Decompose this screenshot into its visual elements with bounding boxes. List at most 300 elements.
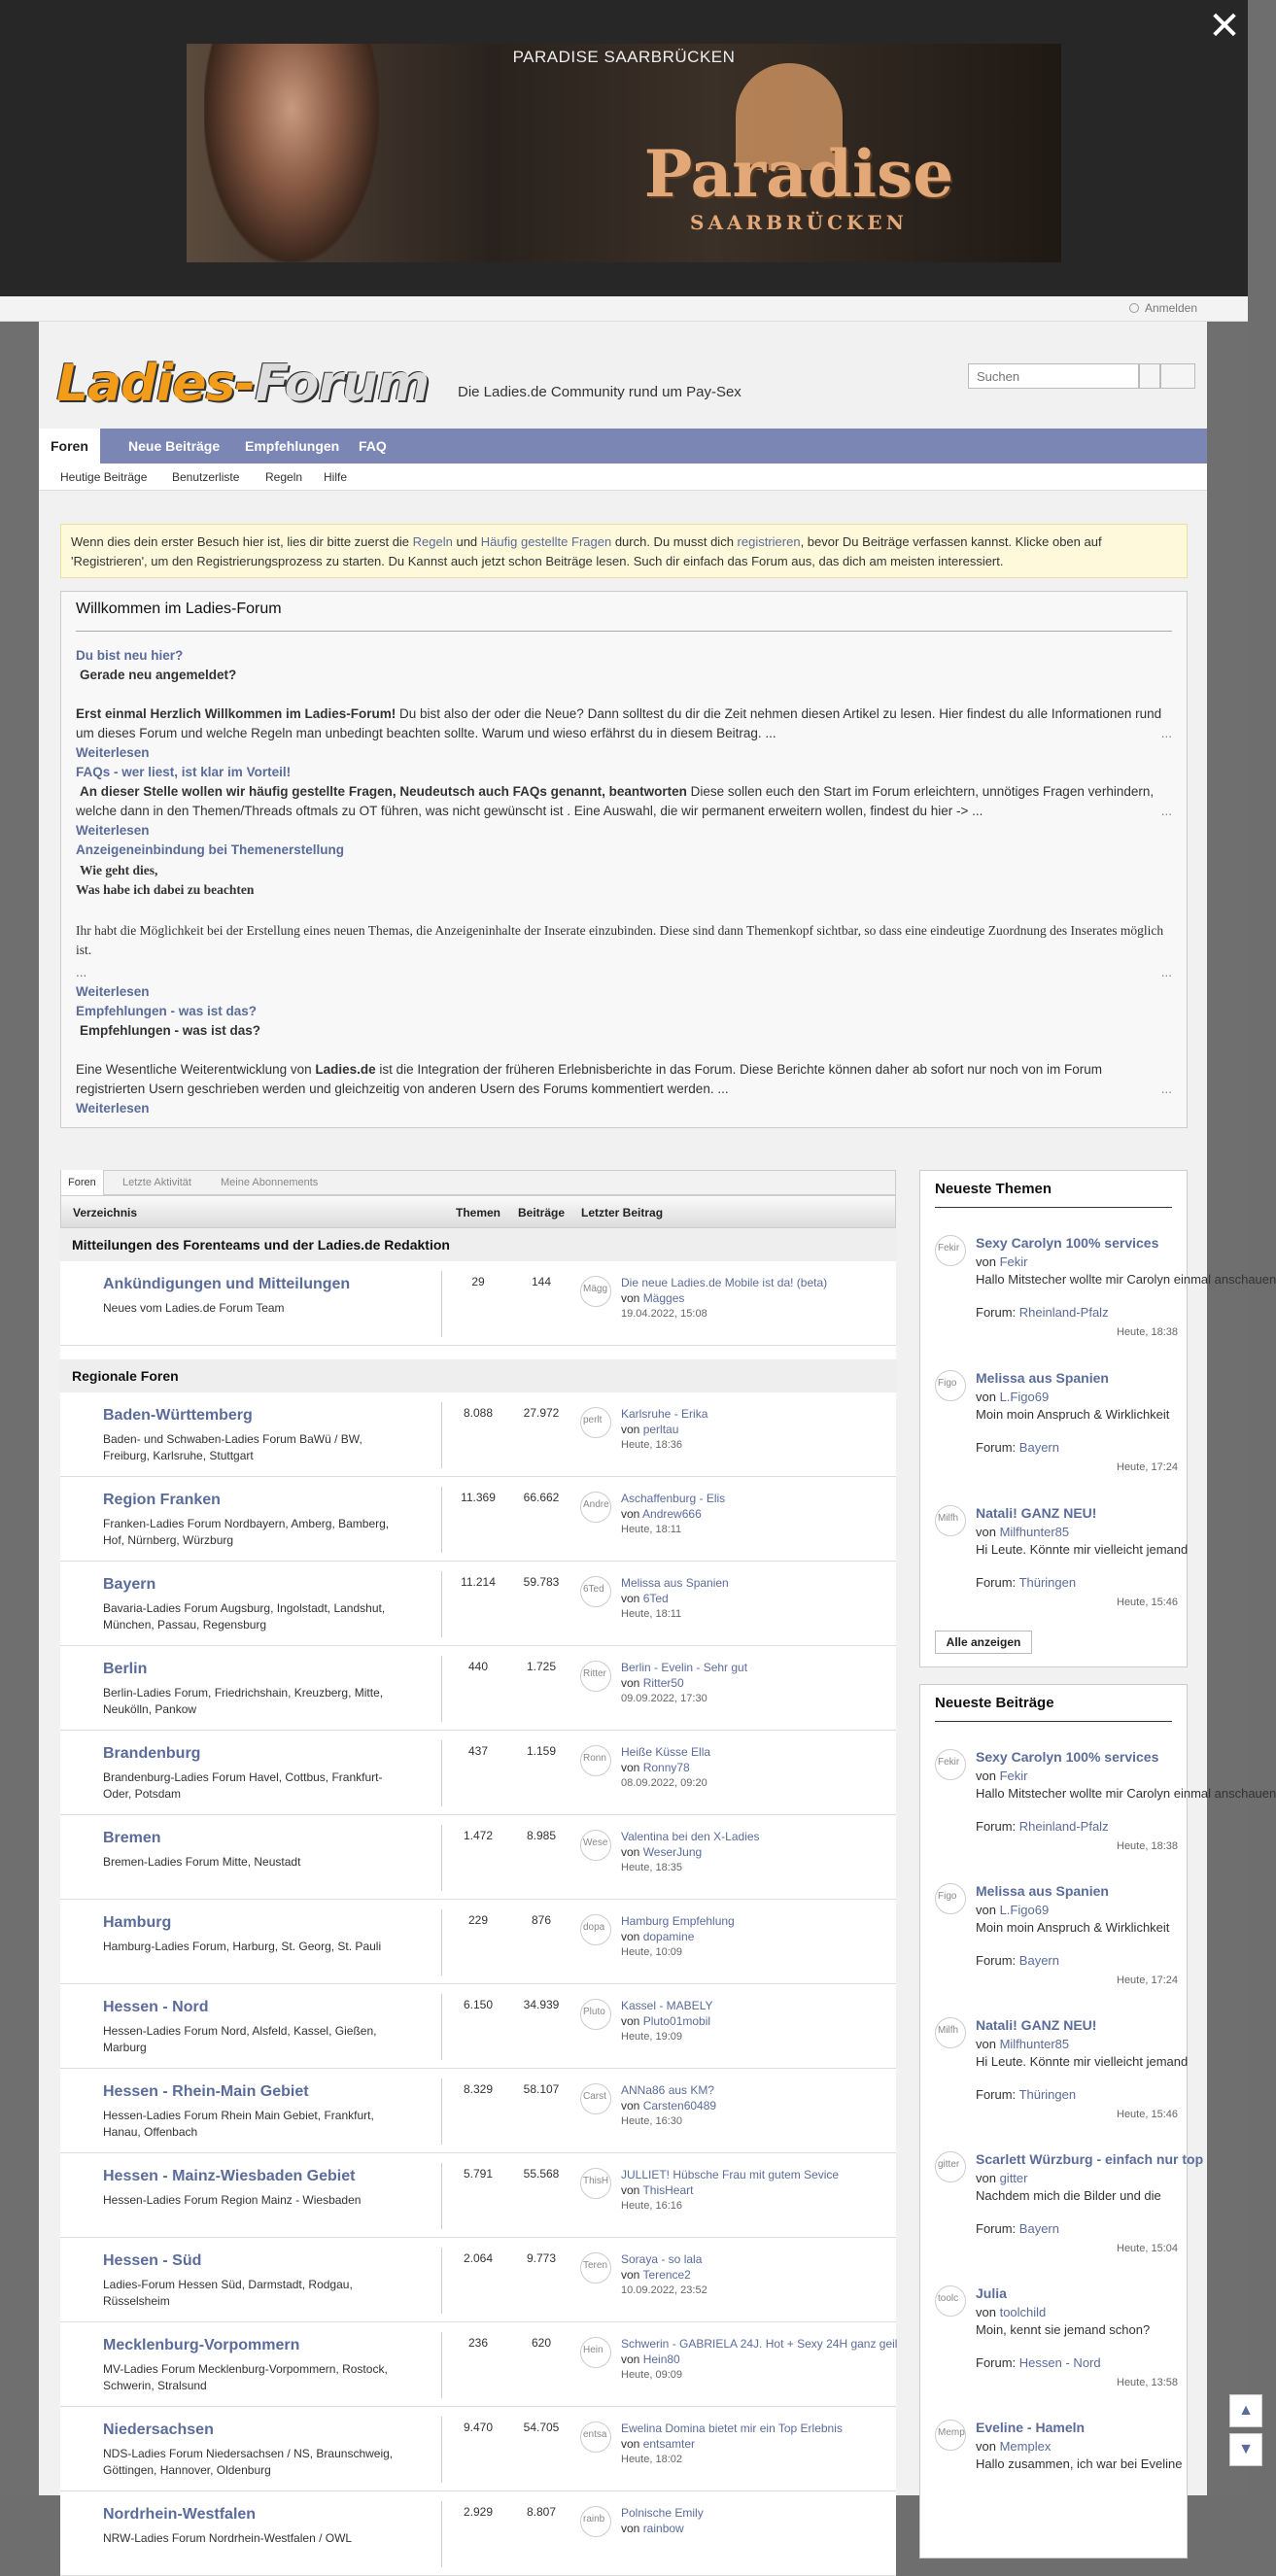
avatar[interactable]: 6Ted	[580, 1576, 611, 1607]
post-count: 620	[531, 2336, 552, 2350]
item-excerpt: Hallo Mitstecher wollte mir Carolyn einmal anschauen	[976, 1786, 1276, 1801]
last-post-link[interactable]: JULLIET! Hübsche Frau mit gutem Sevice	[621, 2168, 840, 2181]
author-link[interactable]: Hein80	[642, 2353, 680, 2366]
author-link[interactable]: Mägges	[642, 1291, 685, 1305]
by-label: von	[621, 2353, 643, 2366]
author-link[interactable]: dopamine	[642, 1930, 695, 1943]
post-count: 66.662	[523, 1491, 560, 1504]
forum-link[interactable]: Bayern	[1018, 1953, 1059, 1968]
last-post-date: Heute, 10:09	[621, 1946, 682, 1958]
item-author	[976, 1769, 1027, 1783]
welcome-link-ads[interactable]: Anzeigeneinbindung bei Themenerstellung	[76, 842, 345, 857]
forum-row	[60, 1731, 896, 1815]
last-post-link[interactable]: Melissa aus Spanien	[621, 1576, 729, 1590]
author-link[interactable]: Ritter50	[642, 1676, 684, 1690]
top-bar	[0, 296, 1248, 322]
last-post-author	[621, 2522, 684, 2535]
post-count: 58.107	[523, 2082, 560, 2096]
last-post-date: 09.09.2022, 17:30	[621, 1693, 707, 1704]
thread-count: 1.472	[463, 1829, 494, 1842]
item-excerpt: Hi Leute. Könnte mir vielleicht jemand	[976, 1542, 1189, 1557]
last-post-author	[621, 2268, 691, 2282]
forum-description: MV-Ladies Forum Mecklenburg-Vorpommern, Rostock, Schwerin, Stralsund	[103, 2362, 388, 2392]
post-count: 55.568	[523, 2167, 560, 2181]
tab-neue-beitraege[interactable]: Neue Beiträge	[128, 438, 221, 454]
forum-link[interactable]: Bayern	[1018, 1440, 1059, 1455]
welcome-subhead: Gerade neu angemeldet?	[80, 668, 237, 682]
tab-forum-list[interactable]: Foren	[61, 1170, 104, 1195]
thread-title-link[interactable]: Melissa aus Spanien	[976, 1370, 1109, 1386]
forum-row	[60, 2153, 896, 2238]
forum-title-link[interactable]: Hamburg	[103, 1914, 172, 1931]
last-post-author	[621, 1676, 684, 1690]
by-label: von	[621, 1761, 643, 1774]
widget-title: Neueste Beiträge	[935, 1695, 1054, 1711]
divider	[935, 1207, 1172, 1208]
forum-title-link[interactable]: Nordrhein-Westfalen	[103, 2506, 257, 2523]
forum-title-link[interactable]: Brandenburg	[103, 1745, 201, 1762]
forum-title-link[interactable]: Niedersachsen	[103, 2421, 214, 2438]
forum-row	[60, 1815, 896, 1900]
tab-empfehlungen[interactable]: Empfehlungen	[245, 438, 340, 454]
widget-item	[935, 2151, 1204, 2278]
notice-text: , bevor Du Beiträge verfassen kannst. Klicke oben auf 'Registrieren', um den Registrierungsprozess zu starten. Du Kannst auch jetzt schon Beiträge lesen. Such dir einfach das Forum aus, das dich am meisten interessiert.	[71, 534, 1102, 568]
avatar[interactable]: Pluto	[580, 1999, 611, 2030]
forum-title-link[interactable]: Berlin	[103, 1661, 148, 1677]
read-more-link[interactable]: Weiterlesen	[76, 745, 150, 760]
main-container	[39, 322, 1276, 2545]
col-directory: Verzeichnis	[73, 1206, 138, 1219]
forum-title-link[interactable]: Ankündigungen und Mitteilungen	[103, 1276, 351, 1292]
post-count: 54.705	[523, 2421, 560, 2434]
item-excerpt: Nachdem mich die Bilder und die	[976, 2188, 1161, 2203]
last-post-author	[621, 2099, 716, 2112]
thread-count: 11.214	[461, 1575, 496, 1589]
forum-title-link[interactable]: Bayern	[103, 1576, 156, 1593]
last-post-author	[621, 2183, 693, 2197]
thread-title-link[interactable]: Scarlett Würzburg - einfach nur top	[976, 2151, 1204, 2167]
widget-item	[935, 2017, 1189, 2144]
banner-photo	[204, 44, 379, 262]
widget-item	[935, 1749, 1276, 1875]
widget-item	[935, 1883, 1178, 2009]
forum-link[interactable]: Thüringen	[1018, 1575, 1077, 1590]
last-post-link[interactable]: Die neue Ladies.de Mobile ist da! (beta)	[621, 1276, 828, 1289]
item-forum	[976, 1819, 1109, 1834]
forum-title-link[interactable]: Baden-Württemberg	[103, 1407, 253, 1424]
by-label: von	[621, 1845, 643, 1859]
thread-title-link[interactable]: Natali! GANZ NEU!	[976, 1505, 1097, 1521]
section-header-regional: Regionale Foren	[60, 1359, 896, 1392]
item-excerpt: Hallo Mitstecher wollte mir Carolyn einmal anschauen	[976, 1272, 1276, 1287]
forum-description: NDS-Ladies Forum Niedersachsen / NS, Braunschweig, Göttingen, Hannover, Oldenburg	[103, 2447, 394, 2477]
thread-title-link[interactable]: Natali! GANZ NEU!	[976, 2017, 1097, 2033]
forum-row	[60, 1392, 896, 1477]
item-forum	[976, 2355, 1101, 2370]
author-link[interactable]: Milfhunter85	[999, 2037, 1070, 2051]
welcome-paragraph-4	[76, 1060, 1172, 1099]
author-link[interactable]: 6Ted	[642, 1592, 669, 1605]
thread-title-link[interactable]: Sexy Carolyn 100% services	[976, 1749, 1159, 1765]
paragraph-text: ist die Integration der früheren Erlebnisberichte in das Forum. Diese Berichte können daher ab sofort nur noch von im Forum registrierten Usern geschrieben werden und gleichzeitig von anderen Usern des Forums kommentiert werden. ...	[76, 1062, 1103, 1096]
by-label: von	[976, 2037, 1000, 2051]
banner-logo-sub: SAARBRÜCKEN	[690, 211, 908, 234]
search-button[interactable]	[1160, 363, 1195, 389]
read-more-link[interactable]: Weiterlesen	[76, 1101, 150, 1116]
post-count: 876	[531, 1913, 552, 1927]
forum-row	[60, 1900, 896, 1984]
forum-row	[60, 2238, 896, 2322]
col-threads: Themen	[456, 1206, 501, 1219]
rules-link[interactable]: Regeln	[412, 534, 453, 549]
avatar[interactable]: Hein	[580, 2337, 611, 2368]
post-count: 8.985	[526, 1829, 557, 1842]
thread-count: 9.470	[463, 2421, 494, 2434]
dots: ...	[1160, 965, 1172, 979]
scroll-up-button[interactable]: ▲	[1229, 2394, 1262, 2427]
newest-threads-widget	[919, 1170, 1276, 1667]
widget-title: Neueste Themen	[935, 1181, 1052, 1197]
forum-description: Franken-Ladies Forum Nordbayern, Amberg, Bamberg, Hof, Nürnberg, Würzburg	[103, 1517, 390, 1547]
avatar[interactable]: Ronn	[580, 1745, 611, 1776]
banner-title: PARADISE SAARBRÜCKEN	[512, 48, 736, 66]
paragraph-text: Diese sollen euch den Start im Forum erleichtern, unnötiges Fragen verhindern, welche dann in den Themen/Threads oftmals zu OT führen, was nicht gewünscht ist . Eine Auswahl, die wir permanent erweitern wollen, findest du hier -> ...	[76, 784, 1155, 818]
last-post-author	[621, 1930, 694, 1943]
item-excerpt: Moin moin Anspruch & Wirklichkeit	[976, 1407, 1170, 1422]
thread-count: 440	[467, 1660, 489, 1673]
last-post-date: Heute, 16:16	[621, 2200, 682, 2212]
post-count: 1.159	[526, 1744, 557, 1758]
divider	[76, 631, 1172, 632]
by-label: von	[976, 1525, 1000, 1539]
item-time: Heute, 18:38	[1117, 1840, 1178, 1852]
avatar[interactable]: ThisH	[580, 2168, 611, 2199]
read-more-link[interactable]: Weiterlesen	[76, 984, 150, 999]
notice-text: Wenn dies dein erster Besuch hier ist, lies dir bitte zuerst die	[71, 534, 413, 549]
author-link[interactable]: L.Figo69	[999, 1903, 1050, 1917]
forum-row	[60, 2407, 896, 2491]
last-post-author	[621, 2437, 695, 2451]
forum-title-link[interactable]: Region Franken	[103, 1492, 221, 1508]
forum-row	[60, 2069, 896, 2153]
post-count: 1.725	[526, 1660, 557, 1673]
forum-label: Forum:	[976, 1305, 1019, 1320]
by-label: von	[976, 2439, 1000, 2454]
author-link[interactable]: perltau	[642, 1423, 679, 1436]
forum-description: Hamburg-Ladies Forum, Harburg, St. Georg, St. Pauli	[103, 1940, 382, 1953]
item-time: Heute, 17:24	[1117, 1461, 1178, 1473]
thread-count: 2.929	[463, 2505, 494, 2519]
forum-link[interactable]: Hessen - Nord	[1018, 2355, 1101, 2370]
last-post-link[interactable]: Heiße Küsse Ella	[621, 1745, 711, 1759]
show-all-button[interactable]: Alle anzeigen	[935, 1631, 1032, 1654]
forum-label: Forum:	[976, 1819, 1019, 1834]
site-logo[interactable]	[56, 355, 429, 413]
forum-description: Berlin-Ladies Forum, Friedrichshain, Kreuzberg, Mitte, Neukölln, Pankow	[103, 1686, 384, 1716]
forum-description: Hessen-Ladies Forum Region Mainz - Wiesbaden	[103, 2193, 362, 2207]
last-post-link[interactable]: Polnische Emily	[621, 2506, 704, 2520]
widget-item	[935, 1505, 1189, 1631]
avatar[interactable]: Figo	[935, 1883, 966, 1914]
subnav-benutzerliste[interactable]: Benutzerliste	[172, 470, 240, 484]
forum-label: Forum:	[976, 1575, 1019, 1590]
by-label: von	[976, 1903, 1000, 1917]
item-time: Heute, 15:46	[1117, 2109, 1178, 2120]
by-label: von	[621, 1592, 643, 1605]
by-label: von	[976, 2305, 1000, 2319]
thread-title-link[interactable]: Eveline - Hameln	[976, 2420, 1086, 2435]
forum-description: NRW-Ladies Forum Nordrhein-Westfalen / OWL	[103, 2531, 353, 2545]
sub-nav	[39, 464, 1207, 491]
scroll-down-button[interactable]: ▼	[1229, 2433, 1262, 2466]
login-link[interactable]	[1129, 301, 1197, 315]
thread-count: 8.088	[463, 1406, 494, 1420]
avatar[interactable]: Milfh	[935, 1505, 966, 1536]
thread-count: 2.064	[463, 2251, 494, 2265]
divider	[935, 1721, 1172, 1722]
by-label: von	[621, 2014, 643, 2028]
author-link[interactable]: Memplex	[999, 2439, 1052, 2454]
item-forum	[976, 2087, 1076, 2102]
item-forum	[976, 1575, 1076, 1590]
item-author	[976, 2439, 1051, 2454]
read-more-link[interactable]: Weiterlesen	[76, 823, 150, 838]
by-label: von	[976, 1390, 1000, 1404]
faq-link[interactable]: Häufig gestellte Fragen	[480, 534, 612, 549]
author-link[interactable]: Fekir	[999, 1254, 1028, 1269]
item-forum	[976, 1305, 1109, 1320]
item-time: Heute, 13:58	[1117, 2377, 1178, 2388]
post-count: 34.939	[523, 1998, 560, 2011]
forum-label: Forum:	[976, 2355, 1019, 2370]
forum-title-link[interactable]: Hessen - Süd	[103, 2252, 202, 2269]
logo-part-2: Forum	[255, 355, 430, 413]
tab-recent-activity[interactable]: Letzte Aktivität	[122, 1177, 191, 1188]
item-author	[976, 2305, 1046, 2319]
item-author	[976, 1390, 1049, 1404]
author-link[interactable]: L.Figo69	[999, 1390, 1050, 1404]
author-link[interactable]: toolchild	[999, 2305, 1047, 2319]
thread-title-link[interactable]: Julia	[976, 2285, 1007, 2301]
author-link[interactable]: gitter	[999, 2171, 1028, 2185]
item-excerpt: Hi Leute. Könnte mir vielleicht jemand	[976, 2054, 1189, 2069]
thread-title-link[interactable]: Melissa aus Spanien	[976, 1883, 1109, 1899]
paragraph-text: Du bist also der oder die Neue? Dann solltest du dir die Zeit nehmen diesen Artikel zu lesen. Hier findest du alle Informationen rund um dieses Forum und welche Regeln man unbedingt beachten sollte. Warum und wieso erfährst du in diesem Beitrag. ...	[76, 706, 1162, 740]
forum-row	[60, 1984, 896, 2069]
thread-title-link[interactable]: Sexy Carolyn 100% services	[976, 1235, 1159, 1251]
search-input[interactable]	[968, 363, 1139, 389]
tab-foren[interactable]: Foren	[39, 429, 100, 464]
item-time: Heute, 17:24	[1117, 1975, 1178, 1986]
col-posts: Beiträge	[518, 1206, 566, 1219]
last-post-link[interactable]: Aschaffenburg - Elis	[621, 1492, 726, 1505]
avatar[interactable]: Ritter	[580, 1661, 611, 1692]
forum-row	[60, 1562, 896, 1646]
by-label: von	[621, 1676, 643, 1690]
avatar[interactable]: toolc	[935, 2285, 966, 2317]
widget-item	[935, 1370, 1178, 1496]
last-post-link[interactable]: Schwerin - GABRIELA 24J. Hot + Sexy 24H ganz geil	[621, 2337, 898, 2351]
dots: ...	[1160, 726, 1172, 740]
dots: ...	[1160, 804, 1172, 818]
col-last-post: Letzter Beitrag	[581, 1206, 664, 1219]
author-link[interactable]: Terence2	[642, 2268, 691, 2282]
forum-title-link[interactable]: Hessen - Mainz-Wiesbaden Gebiet	[103, 2168, 356, 2184]
avatar[interactable]: perlt	[580, 1407, 611, 1438]
by-label: von	[621, 1507, 643, 1521]
avatar[interactable]: rainb	[580, 2506, 611, 2537]
avatar[interactable]: dopa	[580, 1914, 611, 1945]
last-post-date: 08.09.2022, 09:20	[621, 1777, 707, 1789]
subnav-regeln[interactable]: Regeln	[265, 470, 303, 484]
notice-text: durch. Du musst dich	[611, 534, 738, 549]
forum-link[interactable]: Rheinland-Pfalz	[1018, 1819, 1109, 1834]
author-link[interactable]: WeserJung	[642, 1845, 703, 1859]
newest-posts-widget	[919, 1684, 1276, 2559]
forum-row	[60, 1261, 896, 1346]
paragraph-bold: An dieser Stelle wollen wir häufig gestellte Fragen, Neudeutsch auch FAQs genannt, beantworten	[80, 784, 687, 799]
subnav-hilfe[interactable]: Hilfe	[324, 470, 348, 484]
author-link[interactable]: Milfhunter85	[999, 1525, 1070, 1539]
tagline: Die Ladies.de Community rund um Pay-Sex	[458, 384, 741, 400]
avatar[interactable]: Figo	[935, 1370, 966, 1401]
thread-count: 6.150	[463, 1998, 494, 2011]
forum-link[interactable]: Bayern	[1018, 2221, 1059, 2236]
last-post-link[interactable]: Karlsruhe - Erika	[621, 1407, 708, 1421]
post-count: 8.807	[526, 2505, 557, 2519]
login-label: Anmelden	[1144, 301, 1197, 315]
avatar[interactable]: Milfh	[935, 2017, 966, 2048]
last-post-date: Heute, 18:11	[621, 1524, 682, 1535]
last-post-link[interactable]: Hamburg Empfehlung	[621, 1914, 735, 1928]
item-author	[976, 1903, 1049, 1917]
forum-title-link[interactable]: Hessen - Rhein-Main Gebiet	[103, 2083, 309, 2100]
forum-title-link[interactable]: Hessen - Nord	[103, 1999, 209, 2015]
author-link[interactable]: rainbow	[642, 2522, 684, 2535]
dots-row	[76, 963, 1172, 982]
last-post-author	[621, 2014, 710, 2028]
avatar[interactable]: gitter	[935, 2151, 966, 2182]
avatar[interactable]: Andre	[580, 1492, 611, 1523]
notice-text: und	[452, 534, 481, 549]
forum-title-link[interactable]: Mecklenburg-Vorpommern	[103, 2337, 300, 2353]
welcome-link-new[interactable]: Du bist neu hier?	[76, 648, 184, 663]
forum-description: Hessen-Ladies Forum Rhein Main Gebiet, Frankfurt, Hanau, Offenbach	[103, 2109, 374, 2139]
thread-count: 11.369	[461, 1491, 496, 1504]
forum-link[interactable]: Thüringen	[1018, 2087, 1077, 2102]
by-label: von	[621, 1930, 643, 1943]
last-post-author	[621, 1845, 702, 1859]
item-forum	[976, 1953, 1059, 1968]
last-post-author	[621, 1592, 669, 1605]
forum-label: Forum:	[976, 1440, 1019, 1455]
author-link[interactable]: Fekir	[999, 1769, 1028, 1783]
item-author	[976, 2171, 1027, 2185]
avatar[interactable]: entsa	[580, 2421, 611, 2453]
avatar[interactable]: Fekir	[935, 1749, 966, 1780]
forum-row	[60, 1477, 896, 1562]
thread-count: 229	[467, 1913, 489, 1927]
welcome-subhead: Was habe ich dabei zu beachten	[76, 882, 255, 897]
post-count: 9.773	[526, 2251, 557, 2265]
by-label: von	[621, 2437, 643, 2451]
avatar[interactable]: Carst	[580, 2083, 611, 2114]
forum-link[interactable]: Rheinland-Pfalz	[1018, 1305, 1109, 1320]
forum-description: Bavaria-Ladies Forum Augsburg, Ingolstadt, Landshut, München, Passau, Regensburg	[103, 1601, 386, 1631]
last-post-link[interactable]: ANNa86 aus KM?	[621, 2083, 715, 2097]
ad-banner[interactable]	[187, 44, 1061, 262]
forum-label: Forum:	[976, 2221, 1019, 2236]
widget-item	[935, 2420, 1183, 2546]
thread-count: 437	[467, 1744, 489, 1758]
by-label: von	[621, 2522, 643, 2535]
author-link[interactable]: Carsten60489	[642, 2099, 717, 2112]
last-post-date: Heute, 18:36	[621, 1439, 682, 1451]
thread-count: 29	[471, 1275, 485, 1288]
by-label: von	[621, 1423, 643, 1436]
item-excerpt: Hallo zusammen, ich war bei Eveline	[976, 2456, 1183, 2471]
close-icon[interactable]: ✕	[1208, 4, 1241, 49]
register-link[interactable]: registrieren	[737, 534, 801, 549]
last-post-link[interactable]: Berlin - Evelin - Sehr gut	[621, 1661, 748, 1674]
last-post-date: 19.04.2022, 15:08	[621, 1308, 707, 1320]
by-label: von	[621, 2183, 643, 2197]
author-link[interactable]: ThisHeart	[642, 2183, 694, 2197]
author-link[interactable]: entsamter	[642, 2437, 696, 2451]
welcome-box	[60, 591, 1188, 1128]
first-visit-notice	[60, 524, 1188, 578]
last-post-link[interactable]: Kassel - MABELY	[621, 1999, 713, 2012]
item-author	[976, 1525, 1069, 1539]
welcome-link-recommendations[interactable]: Empfehlungen - was ist das?	[76, 1004, 258, 1018]
item-excerpt: Moin moin Anspruch & Wirklichkeit	[976, 1920, 1170, 1935]
forum-title-link[interactable]: Bremen	[103, 1830, 161, 1846]
forum-description: Neues vom Ladies.de Forum Team	[103, 1301, 285, 1315]
last-post-link[interactable]: Ewelina Domina bietet mir ein Top Erlebnis	[621, 2421, 843, 2435]
item-forum	[976, 1440, 1059, 1455]
table-header	[60, 1195, 896, 1228]
avatar[interactable]: Memp	[935, 2420, 966, 2451]
avatar[interactable]: Mägg	[580, 1276, 611, 1307]
avatar[interactable]: Teren	[580, 2252, 611, 2284]
author-link[interactable]: Pluto01mobil	[642, 2014, 711, 2028]
post-count: 144	[531, 1275, 552, 1288]
forum-list	[60, 1170, 898, 2545]
avatar[interactable]: Wese	[580, 1830, 611, 1861]
forum-description: Bremen-Ladies Forum Mitte, Neustadt	[103, 1855, 301, 1869]
tab-subscriptions[interactable]: Meine Abonnements	[221, 1177, 319, 1188]
widget-item	[935, 2285, 1178, 2412]
forum-row	[60, 1646, 896, 1731]
tab-faq[interactable]: FAQ	[359, 438, 387, 454]
author-link[interactable]: Ronny78	[642, 1761, 690, 1774]
thread-count: 5.791	[463, 2167, 494, 2181]
author-link[interactable]: Andrew666	[642, 1507, 702, 1521]
welcome-title: Willkommen im Ladies-Forum	[76, 601, 282, 617]
last-post-link[interactable]: Valentina bei den X-Ladies	[621, 1830, 760, 1843]
thread-count: 236	[467, 2336, 489, 2350]
by-label: von	[621, 1291, 643, 1305]
last-post-author	[621, 1291, 684, 1305]
last-post-link[interactable]: Soraya - so lala	[621, 2252, 703, 2266]
search-options-button[interactable]	[1139, 363, 1160, 389]
widget-item	[935, 1235, 1276, 1361]
forum-label: Forum:	[976, 2087, 1019, 2102]
subnav-heutige-beitraege[interactable]: Heutige Beiträge	[60, 470, 148, 484]
welcome-link-faq[interactable]: FAQs - wer liest, ist klar im Vorteil!	[76, 765, 292, 779]
avatar[interactable]: Fekir	[935, 1235, 966, 1266]
last-post-author	[621, 2353, 680, 2366]
